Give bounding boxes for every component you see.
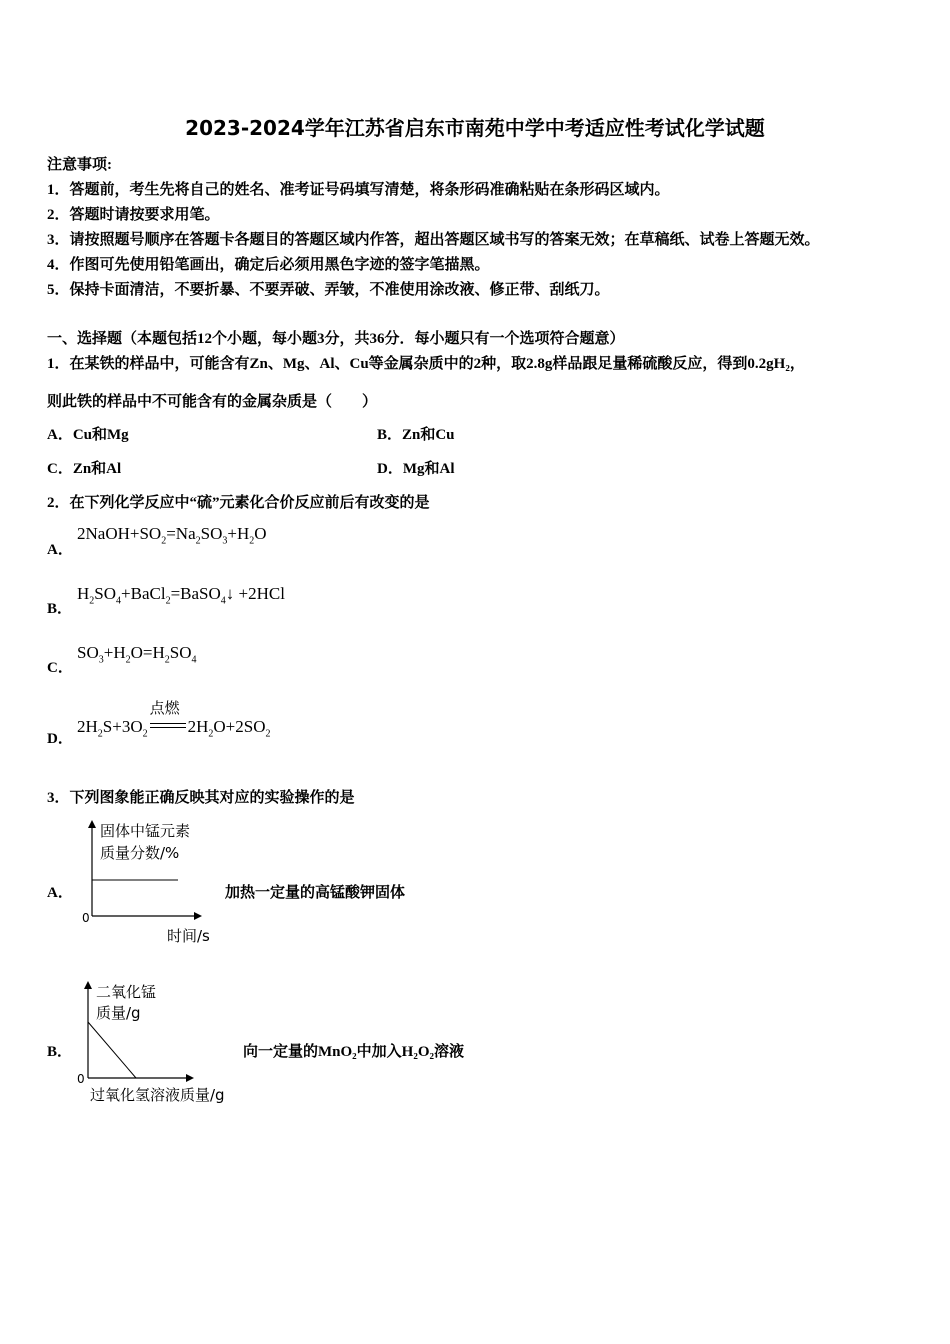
q2-option-d-label: D． (47, 731, 73, 747)
q2-option-c-label: C． (47, 660, 73, 676)
q2-option-a-equation (77, 524, 267, 546)
q1-option-d: D．Mg和Al (377, 461, 455, 477)
section-heading: 一、选择题（本题包括12个小题，每小题3分，共36分．每小题只有一个选项符合题意） (47, 331, 625, 347)
eq-part: 2H (77, 717, 98, 736)
graph-b-ylabel-1: 二氧化锰 (96, 983, 157, 1001)
eq-subscript: 2 (125, 654, 131, 666)
note-item-2: 2．答题时请按要求用笔。 (47, 207, 220, 223)
q2-option-c-equation (77, 643, 197, 665)
q1-option-a: A．Cu和Mg (47, 427, 129, 443)
eq-subscript: 2 (161, 535, 167, 547)
q3-option-b-description: 向一定量的MnO₂中加入H₂O₂溶液 (243, 1044, 464, 1060)
q1-option-b: B．Zn和Cu (377, 427, 455, 443)
q3-stem: 3．下列图象能正确反映其对应的实验操作的是 (47, 790, 355, 806)
q2-option-b-label: B． (47, 601, 73, 617)
eq-subscript: 4 (116, 595, 122, 607)
eq-subscript: 2 (97, 728, 103, 740)
eq-subscript: 2 (265, 728, 271, 740)
eq-subscript: 3 (98, 654, 104, 666)
eq-subscript: 2 (249, 535, 255, 547)
graph-b-ylabel-2: 质量/g (96, 1004, 141, 1022)
graph-a-ylabel-1: 固体中锰元素 (100, 822, 191, 840)
note-item-3: 3．请按照题号顺序在答题卡各题目的答题区域内作答，超出答题区域书写的答案无效；在草稿纸、试卷上答题无效。 (47, 232, 820, 248)
eq-part: +BaCl (121, 584, 166, 603)
note-item-4: 4．作图可先使用铅笔画出，确定后必须用黑色字迹的签字笔描黑。 (47, 257, 490, 273)
eq-part: =BaSO (170, 584, 221, 603)
eq-part: ↓ +2HCl (225, 584, 285, 603)
eq-part: SO (169, 643, 192, 662)
eq-subscript: 3 (222, 535, 228, 547)
graph-a-xlabel: 时间/s (167, 927, 210, 945)
q3-option-a-label: A． (47, 885, 73, 901)
q1-stem-line1: 1．在某铁的样品中，可能含有Zn、Mg、Al、Cu等金属杂质中的2种，取2.8g样品跟足量稀硫酸反应，得到0.2gH₂， (47, 356, 805, 372)
q1-option-c: C．Zn和Al (47, 461, 122, 477)
q1-stem-line2: 则此铁的样品中不可能含有的金属杂质是（ ） (47, 394, 378, 410)
q2-option-a-label: A． (47, 542, 73, 558)
eq-subscript: 2 (208, 728, 214, 740)
equals-line (150, 727, 186, 728)
eq-part: +H (103, 643, 126, 662)
x-axis-arrow (194, 912, 202, 920)
graph-b-line (88, 1022, 136, 1078)
eq-subscript: 4 (220, 595, 226, 607)
eq-part: SO (200, 524, 223, 543)
reaction-arrow (148, 701, 188, 737)
eq-part: +H (227, 524, 250, 543)
q3-option-b-label: B． (47, 1044, 73, 1060)
eq-part: 2NaOH+SO (77, 524, 162, 543)
graph-b-origin: 0 (77, 1072, 85, 1086)
graph-b-xlabel: 过氧化氢溶液质量/g (90, 1086, 225, 1104)
note-item-1: 1．答题前，考生先将自己的姓名、准考证号码填写清楚，将条形码准确粘贴在条形码区域内。 (47, 182, 670, 198)
eq-subscript: 4 (191, 654, 197, 666)
y-axis-arrow (84, 981, 92, 989)
q2-option-d-equation (77, 701, 271, 740)
eq-subscript: 2 (165, 595, 171, 607)
graph-a-ylabel-2: 质量分数/% (100, 844, 180, 862)
eq-subscript: 2 (142, 728, 148, 740)
eq-subscript: 2 (164, 654, 170, 666)
eq-subscript: 2 (195, 535, 201, 547)
page-title: 2023-2024学年江苏省启东市南苑中学中考适应性考试化学试题 (185, 116, 765, 140)
y-axis-arrow (88, 820, 96, 828)
eq-part: SO (77, 643, 99, 662)
eq-part: O=H (130, 643, 165, 662)
q2-stem: 2．在下列化学反应中“硫”元素化合价反应前后有改变的是 (47, 495, 430, 511)
eq-subscript: 2 (89, 595, 95, 607)
eq-part: O (254, 524, 267, 543)
eq-part: SO (94, 584, 117, 603)
eq-part: 2H (187, 717, 209, 736)
reaction-condition: 点燃 (149, 701, 180, 717)
x-axis-arrow (186, 1074, 194, 1082)
graph-a-origin: 0 (82, 911, 90, 925)
eq-part: H (77, 584, 90, 603)
notes-heading: 注意事项: (47, 157, 112, 173)
eq-part: =Na (166, 524, 196, 543)
note-item-5: 5．保持卡面清洁，不要折暴、不要弄破、弄皱，不准使用涂改液、修正带、刮纸刀。 (47, 282, 610, 298)
equals-line (150, 723, 186, 724)
eq-part: S+3O (102, 717, 143, 736)
q2-option-b-equation (77, 584, 285, 606)
eq-part: O+2SO (213, 717, 266, 736)
q3-option-a-description: 加热一定量的高锰酸钾固体 (225, 885, 406, 901)
